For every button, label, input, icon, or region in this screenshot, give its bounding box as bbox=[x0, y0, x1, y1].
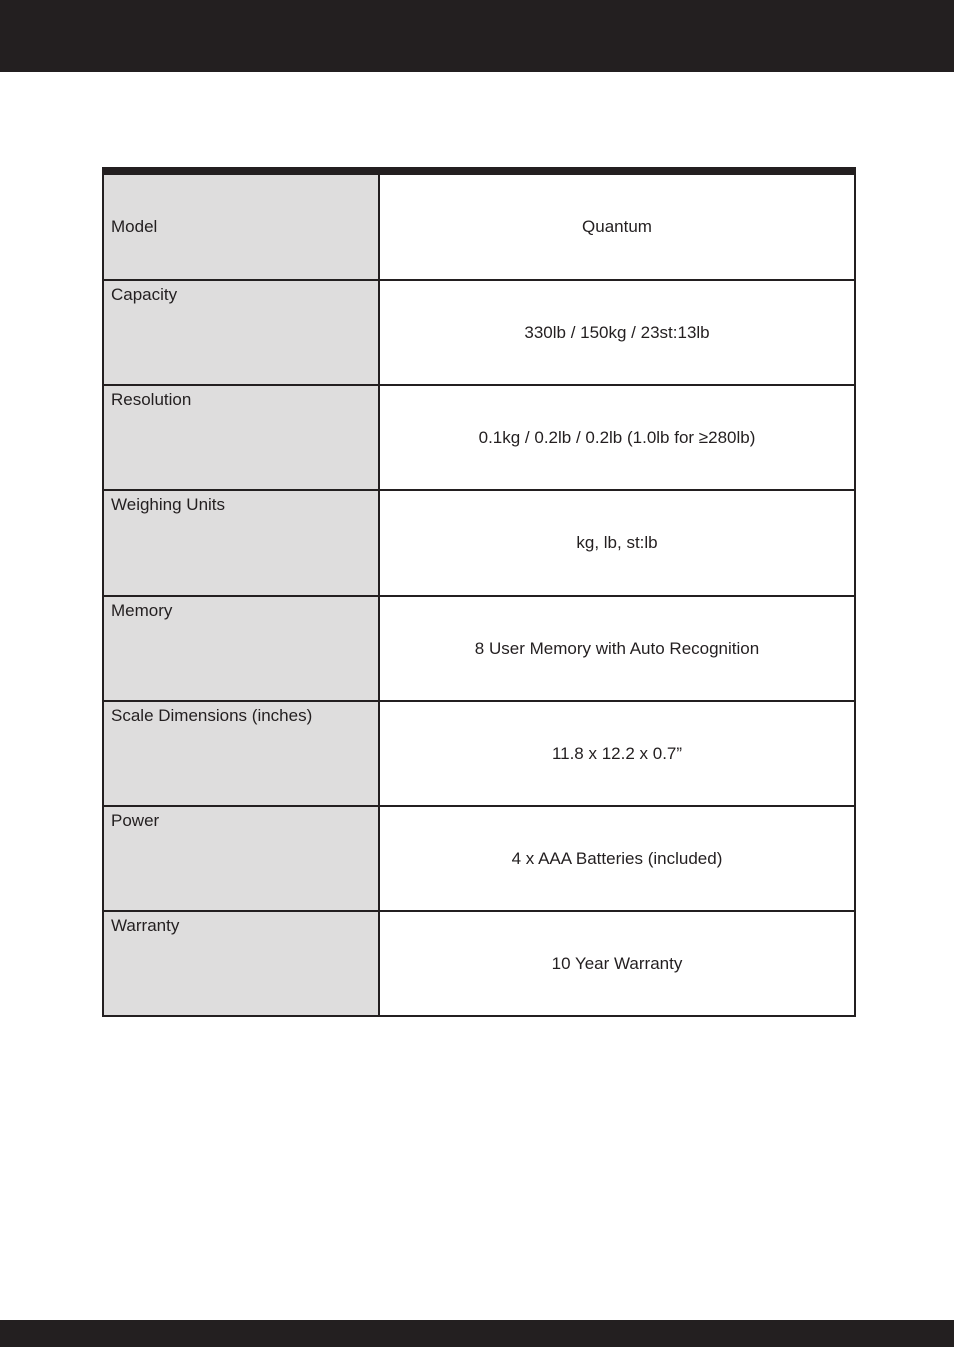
spec-label: Scale Dimensions (inches) bbox=[104, 702, 380, 805]
header-bar bbox=[0, 0, 954, 72]
spec-value: 11.8 x 12.2 x 0.7” bbox=[551, 743, 683, 763]
spec-value: 4 x AAA Batteries (included) bbox=[511, 848, 723, 868]
spec-label: Memory bbox=[104, 597, 380, 700]
spec-label: Power bbox=[104, 807, 380, 910]
spec-label: Warranty bbox=[104, 912, 380, 1015]
spec-label: Capacity bbox=[104, 281, 380, 384]
spec-value: 330lb / 150kg / 23st:13lb bbox=[524, 322, 710, 342]
spec-label: Resolution bbox=[104, 386, 380, 489]
table-row bbox=[104, 489, 854, 595]
table-row bbox=[104, 279, 854, 384]
spec-value: 8 User Memory with Auto Recognition bbox=[474, 638, 760, 658]
table-row bbox=[104, 175, 854, 279]
spec-value: Quantum bbox=[582, 217, 652, 236]
spec-value: kg, lb, st:lb bbox=[576, 533, 658, 552]
footer-bar bbox=[0, 1320, 954, 1347]
table-row bbox=[104, 595, 854, 700]
spec-value: 10 Year Warranty bbox=[551, 953, 683, 973]
table-row bbox=[104, 700, 854, 805]
table-row bbox=[104, 910, 854, 1015]
table-row bbox=[104, 805, 854, 910]
spec-value: 0.1kg / 0.2lb / 0.2lb (1.0lb for ≥280lb) bbox=[478, 427, 756, 447]
spec-label: Model bbox=[104, 175, 380, 279]
spec-label: Weighing Units bbox=[104, 491, 380, 595]
table-row bbox=[104, 384, 854, 489]
specifications-table bbox=[102, 167, 856, 1017]
